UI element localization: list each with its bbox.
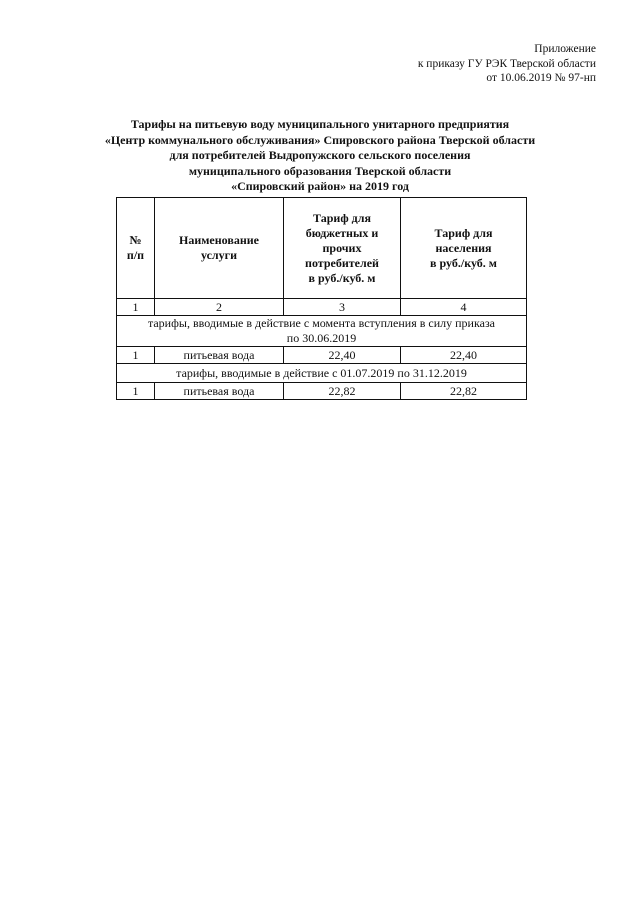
row-service: питьевая вода xyxy=(155,383,284,400)
title-line-4: муниципального образования Тверской области xyxy=(188,163,452,178)
header-service: Наименование услуги xyxy=(155,198,284,299)
appendix-label: Приложение xyxy=(534,43,596,55)
section-header-row xyxy=(117,364,527,383)
column-number: 2 xyxy=(155,299,284,316)
column-number: 4 xyxy=(401,299,527,316)
appendix-reference xyxy=(418,42,596,86)
table-header-row xyxy=(117,198,527,299)
header-tariff-budget: Тариф для бюджетных и прочих потребителей в руб./куб. м xyxy=(284,198,401,299)
table-row xyxy=(117,347,527,364)
section-label: тарифы, вводимые в действие с 01.07.2019 по 31.12.2019 xyxy=(117,364,527,383)
row-tariff-population: 22,82 xyxy=(401,383,527,400)
appendix-order-date: от 10.06.2019 № 97-нп xyxy=(486,72,596,84)
header-tariff-population: Тариф для населения в руб./куб. м xyxy=(401,198,527,299)
title-line-2: «Центр коммунального обслуживания» Спировского района Тверской области xyxy=(104,132,536,147)
section-label: тарифы, вводимые в действие с момента вступления в силу приказа по 30.06.2019 xyxy=(117,316,527,347)
tariff-table xyxy=(116,197,527,400)
column-number-row xyxy=(117,299,527,316)
column-number: 3 xyxy=(284,299,401,316)
row-tariff-budget: 22,40 xyxy=(284,347,401,364)
title-line-1: Тарифы на питьевую воду муниципального унитарного предприятия xyxy=(130,117,510,131)
row-num: 1 xyxy=(117,383,155,400)
table-row xyxy=(117,383,527,400)
header-num: № п/п xyxy=(117,198,155,299)
row-service: питьевая вода xyxy=(155,347,284,364)
section-header-row xyxy=(117,316,527,347)
column-number: 1 xyxy=(117,299,155,316)
title-line-3: для потребителей Выдропужского сельского поселения xyxy=(169,148,471,162)
title-line-5: «Спировский район» на 2019 год xyxy=(231,179,409,193)
document-title xyxy=(60,117,580,195)
row-num: 1 xyxy=(117,347,155,364)
row-tariff-population: 22,40 xyxy=(401,347,527,364)
row-tariff-budget: 22,82 xyxy=(284,383,401,400)
appendix-order-ref: к приказу ГУ РЭК Тверской области xyxy=(417,57,596,70)
